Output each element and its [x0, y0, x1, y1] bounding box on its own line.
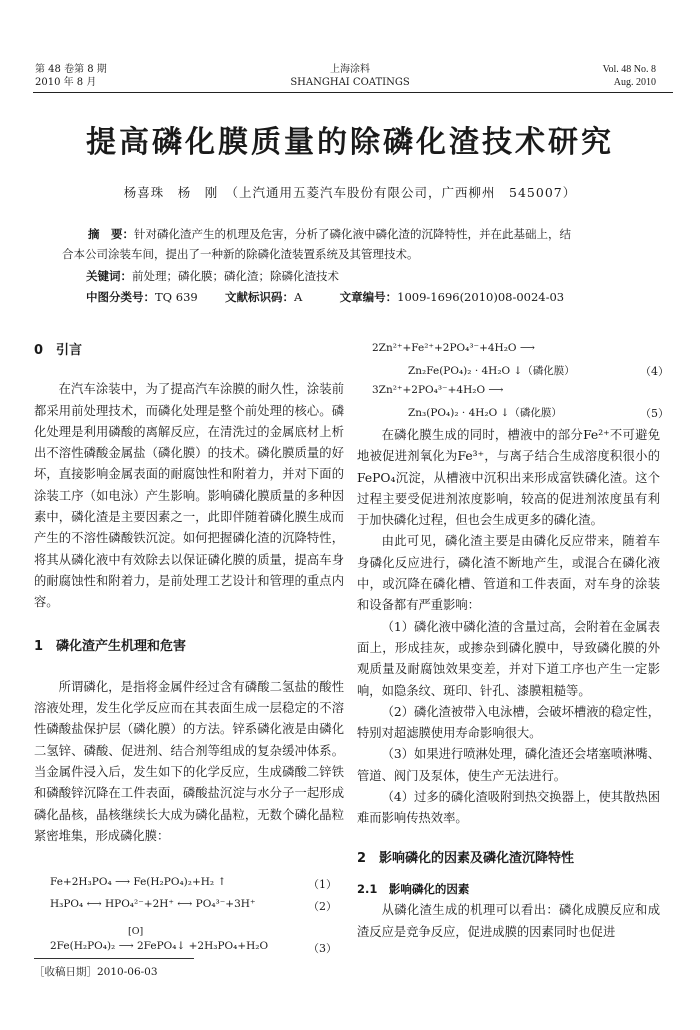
- abstract-cont: [62, 244, 652, 264]
- section-1-heading: 1 磷化渣产生机理和危害: [34, 638, 187, 654]
- abstract: [62, 224, 652, 244]
- journal-cn: 上海涂料: [330, 64, 370, 75]
- equation-5-number: （5）: [640, 407, 669, 420]
- header-rule: [33, 92, 673, 93]
- section-2-1-paragraph: 从磷化渣生成的机理可以看出：磷化成膜反应和成渣反应是竞争反应，促进成膜的因素同时也促进: [357, 903, 660, 939]
- abstract-text-2: 合本公司涂装车间，提出了一种新的除磷化渣装置系统及其管理技术。: [62, 247, 419, 261]
- date-en: Aug. 2010: [613, 77, 656, 88]
- equation-3-number: （3）: [308, 942, 337, 955]
- list-item-1: （1）磷化液中磷化渣的含量过高，会附着在金属表面上，形成挂灰，或掺杂到磷化膜中，导致磷化膜的外观质量及耐腐蚀效果变差，并对下道工序也产生一定影响，如隐条纹、斑印、针孔、漆膜粗糙等。: [357, 619, 660, 698]
- classification: [86, 289, 564, 305]
- abstract-text-1: 针对磷化渣产生的机理及危害，分析了磷化液中磷化渣的沉降特性，并在此基础上，结: [134, 227, 571, 241]
- authors: 杨喜珠 杨 刚 （上汽通用五菱汽车股份有限公司，广西柳州 545007）: [123, 185, 577, 200]
- list-item-3: （3）如果进行喷淋处理，磷化渣还会堵塞喷淋嘴、管道、阀门及泵体，使生产无法进行。: [357, 747, 660, 783]
- abstract-label: 摘 要：: [88, 227, 134, 241]
- equation-3: 2Fe(H₂PO₄)₂ ⟶ 2FePO₄↓ +2H₃PO₄+H₂O: [50, 940, 269, 952]
- equation-4-line-1: 2Zn²⁺+Fe²⁺+2PO₄³⁻+4H₂O ⟶: [372, 342, 535, 354]
- volume-cn: 第 48 卷第 8 期: [35, 64, 107, 75]
- equation-2: H₃PO₄ ⟷ HPO₄²⁻+2H⁺ ⟷ PO₄³⁻+3H⁺: [50, 898, 256, 910]
- equation-5-line-1: 3Zn²⁺+2PO₄³⁻+4H₂O ⟶: [372, 384, 504, 396]
- doc-value: A: [294, 290, 303, 304]
- list-item-2: （2）磷化渣被带入电泳槽，会破坏槽液的稳定性，特别对超滤膜使用寿命影响很大。: [357, 704, 660, 741]
- paragraph-fe-oxidation: 在磷化膜生成的同时，槽液中的部分Fe²⁺不可避免地被促进剂氧化为Fe³⁺，与离子结合生成溶度积很小的FePO₄沉淀，从槽液中沉积出来形成富铁磷化渣。这个过程主要受促进剂浓度影响，较高的促进剂浓度虽有利于加快磷化过程，但也会生成更多的磷化渣。: [357, 428, 660, 528]
- paper-title: 提高磷化膜质量的除磷化渣技术研究: [86, 125, 614, 160]
- received-date: ［收稿日期］2010-06-03: [34, 966, 158, 978]
- section-2-heading: 2 影响磷化的因素及磷化渣沉降特性: [357, 850, 575, 866]
- equation-1-number: （1）: [308, 878, 337, 891]
- clc-value: TQ 639: [155, 290, 198, 304]
- article-value: 1009-1696(2010)08-0024-03: [397, 290, 565, 304]
- keywords: [86, 268, 339, 284]
- left-column: [34, 340, 344, 847]
- header-journal: [0, 63, 700, 89]
- paragraph-consequence: 由此可见，磷化渣主要是由磷化反应带来，随着车身磷化反应进行，磷化渣不断地产生，或混合在磷化液中，或沉降在磷化槽、管道和工件表面，对车身的涂装和设备都有严重影响：: [357, 534, 660, 613]
- journal-en: SHANGHAI COATINGS: [290, 77, 410, 88]
- article-label: 文章编号：: [339, 290, 398, 304]
- right-column: [357, 425, 660, 943]
- equation-4-number: （4）: [640, 365, 669, 378]
- list-item-4: （4）过多的磷化渣吸附到热交换器上，使其散热困难而影响传热效率。: [357, 790, 660, 826]
- section-2-1-heading: 2.1 影响磷化的因素: [357, 881, 470, 896]
- keywords-text: 前处理；磷化膜；磷化渣；除磷化渣技术: [132, 269, 339, 283]
- section-0-paragraph: 在汽车涂装中，为了提高汽车涂膜的耐久性，涂装前都采用前处理技术，而磷化处理是整个前处理的核心。磷化处理是利用磷酸的离解反应，在清洗过的金属底材上析出不溶性磷酸金属盐（磷化膜）的技术。磷化膜质量的好坏，直接影响金属表面的耐腐蚀性和附着力，并对下面的涂装工序（如电泳）产生影响。影响磷化膜质量的多种因素中，磷化渣是主要因素之一，此即伴随着磷化膜生成而产生的不溶性磷酸铁沉淀。如何把握磷化渣的沉降特性，将其从磷化液中有效除去以保证磷化膜的质量，提高车身的耐腐蚀性和附着力，是前处理工艺设计和管理的重点内容。: [34, 382, 344, 610]
- footnote-rule: [34, 958, 194, 959]
- equation-5-line-2: Zn₃(PO₄)₂ · 4H₂O ↓（磷化膜）: [408, 407, 562, 419]
- header-volume-en: [603, 63, 656, 89]
- section-0-heading: 0 引言: [34, 343, 83, 358]
- doc-label: 文献标识码：: [225, 290, 295, 304]
- equation-2-number: （2）: [308, 900, 337, 913]
- volume-en: Vol. 48 No. 8: [602, 64, 656, 75]
- keywords-label: 关键词：: [86, 269, 132, 283]
- equation-1: Fe+2H₃PO₄ ⟶ Fe(H₂PO₄)₂+H₂ ↑: [50, 876, 227, 888]
- equation-3-condition: [O]: [128, 926, 144, 937]
- date-cn: 2010 年 8 月: [35, 77, 97, 88]
- section-1-paragraph: 所谓磷化，是指将金属件经过含有磷酸二氢盐的酸性溶液处理，发生化学反应而在其表面生成一层稳定的不溶性磷酸盐保护层（磷化膜）的方法。锌系磷化液是由磷化二氢锌、磷酸、促进剂、结合剂等组成的复杂缓冲体系。当金属件浸入后，发生如下的化学反应，生成磷酸二锌铁和磷酸锌沉降在工件表面，磷酸盐沉淀与水分子一起形成磷化晶核，晶核继续长大成为磷化晶粒，无数个磷化晶粒紧密堆集，形成磷化膜：: [34, 679, 344, 843]
- clc-label: 中图分类号：: [86, 290, 155, 304]
- equation-4-line-2: Zn₂Fe(PO₄)₂ · 4H₂O ↓（磷化膜）: [408, 365, 575, 377]
